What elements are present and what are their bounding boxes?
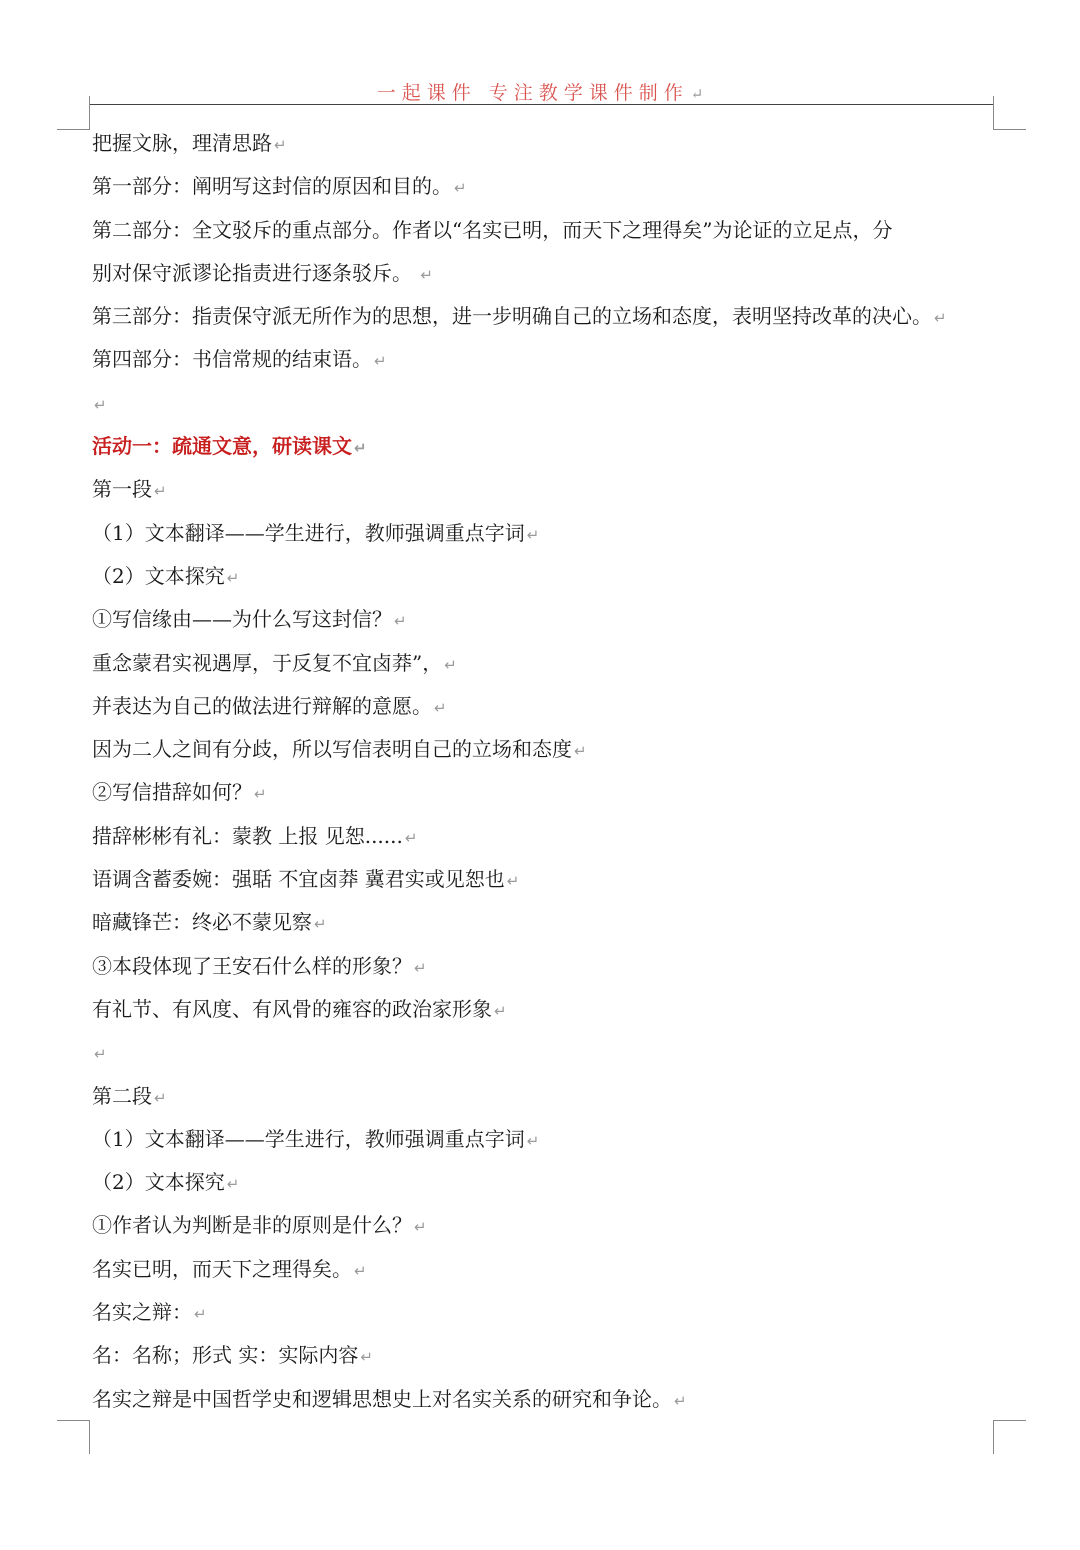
line-text: 把握文脉，理清思路 [92,131,272,155]
line-text: 第四部分：书信常规的结束语。 [92,347,372,372]
line-text: （2）文本探究 [92,563,225,588]
text-line [92,295,1012,338]
paragraph-mark-icon: ↵ [934,309,947,328]
line-text: 第二部分：全文驳斥的重点部分。作者以“名实已明，而天下之理得矣”为论证的立足点，分 [92,217,893,242]
paragraph-mark-icon: ↵ [226,568,240,587]
text-line [92,209,1012,252]
text-line [92,338,1012,381]
paragraph-mark-icon: ↵ [354,439,367,458]
paragraph-mark-icon: ↵ [274,136,287,154]
paragraph-mark-icon: ↵ [420,265,433,284]
paragraph-mark-icon: ↵ [354,1261,367,1280]
line-text: 有礼节、有风度、有风骨的雍容的政治家形象 [92,996,492,1021]
paragraph-mark-icon: ↵ [444,655,457,674]
paragraph-mark-icon: ↵ [494,1001,507,1020]
line-text: 别对保守派谬论指责进行逐条驳斥。 [92,260,419,285]
text-line [92,1204,1012,1247]
paragraph-mark-icon: ↵ [154,482,167,501]
text-line [92,858,1012,901]
text-line [92,1031,1012,1074]
line-text: ③本段体现了王安石什么样的形象？ [92,953,412,978]
paragraph-mark-icon: ↵ [194,1305,207,1324]
paragraph-mark-icon: ↵ [434,698,447,717]
line-text: ①作者认为判断是非的原则是什么？ [92,1213,412,1238]
text-line [92,728,1012,771]
text-line [92,1291,1012,1334]
text-line [92,1075,1012,1118]
page-header [0,78,1080,105]
text-line [92,1118,1012,1161]
section-heading [92,425,1012,468]
text-line [92,945,1012,988]
text-line [92,512,1012,555]
header-rule [90,104,994,105]
paragraph-mark-icon: ↵ [414,958,427,977]
paragraph-mark-icon: ↵ [506,872,520,891]
paragraph-mark-icon: ↵ [414,1218,427,1237]
paragraph-mark-icon: ↵ [360,1348,373,1367]
paragraph-mark-icon: ↵ [574,742,587,761]
paragraph-mark-icon: ↵ [674,1391,687,1410]
paragraph-mark-icon: ↵ [226,1175,240,1194]
text-line [92,165,1012,208]
paragraph-mark-icon: ↵ [254,785,267,804]
paragraph-mark-icon: ↵ [374,352,387,371]
crop-mark-top-left-h [57,129,90,130]
paragraph-mark-icon: ↵ [94,395,107,414]
paragraph-mark-icon: ↵ [526,1131,540,1150]
crop-mark-bottom-right [993,1420,994,1454]
text-line [92,815,1012,858]
text-line [92,468,1012,511]
text-line [92,382,1012,425]
line-text: ①写信缘由——为什么写这封信？ [92,607,392,632]
line-text: 第一段 [92,477,152,502]
crop-mark-bottom-left [89,1420,90,1454]
paragraph-mark-icon: ↵ [526,525,540,544]
line-text: 名：名称；形式 实：实际内容 [92,1343,359,1368]
line-text: ②写信措辞如何？ [92,780,252,805]
text-line [92,901,1012,944]
line-text: 第二段 [92,1083,152,1108]
text-line [92,685,1012,728]
line-text: 并表达为自己的做法进行辩解的意愿。 [92,693,432,718]
text-line [92,988,1012,1031]
line-text: （2）文本探究 [92,1170,225,1195]
line-text: 活动一：疏通文意，研读课文 [92,434,352,459]
line-text: 名实之辩是中国哲学史和逻辑思想史上对名实关系的研究和争论。 [92,1386,672,1411]
crop-mark-top-left [89,96,90,130]
document-body [92,122,1012,1421]
line-text: （1）文本翻译——学生进行，教师强调重点字词 [92,520,525,545]
text-line [92,555,1012,598]
line-text: 措辞彬彬有礼：蒙教 上报 见恕...... [92,823,403,848]
line-text: 名实之辩： [92,1300,192,1325]
line-text: 重念蒙君实视遇厚，于反复不宜卤莽”， [92,650,443,675]
paragraph-mark-icon: ↵ [690,85,704,103]
line-text: （1）文本翻译——学生进行，教师强调重点字词 [92,1126,525,1151]
text-line [92,1334,1012,1377]
text-line [92,252,1012,295]
paragraph-mark-icon: ↵ [394,612,407,631]
line-text: 因为二人之间有分歧，所以写信表明自己的立场和态度 [92,737,572,762]
line-text: 第一部分：阐明写这封信的原因和目的。 [92,174,452,199]
paragraph-mark-icon: ↵ [154,1088,167,1107]
text-line [92,771,1012,814]
paragraph-mark-icon: ↵ [404,828,418,847]
text-line [92,1248,1012,1291]
text-line [92,598,1012,641]
text-line [92,1378,1012,1421]
line-text: 第三部分：指责保守派无所作为的思想，进一步明确自己的立场和态度，表明坚持改革的决心。 [92,304,932,329]
paragraph-mark-icon: ↵ [94,1045,107,1064]
text-line [92,1161,1012,1204]
text-line [92,642,1012,685]
header-text: 一起课件 专注教学课件制作 [376,82,689,104]
paragraph-mark-icon: ↵ [314,915,327,934]
text-line [92,122,1012,165]
paragraph-mark-icon: ↵ [454,179,467,198]
line-text: 语调含蓄委婉：强聒 不宜卤莽 冀君实或见恕也 [92,867,505,892]
line-text: 名实已明，而天下之理得矣。 [92,1256,352,1281]
line-text: 暗藏锋芒：终必不蒙见察 [92,910,312,935]
crop-mark-bottom-left-h [57,1420,90,1421]
